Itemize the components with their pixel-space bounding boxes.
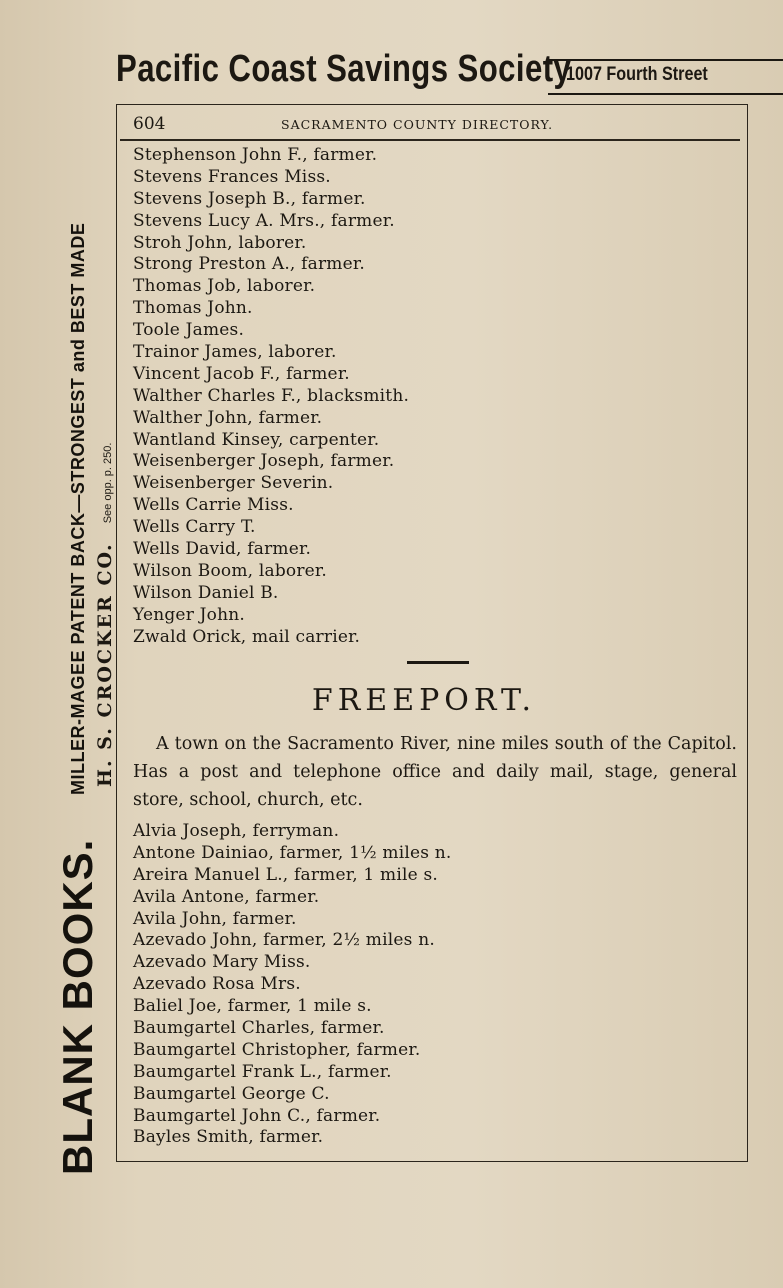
directory-entry: Stephenson John F., farmer. [133, 145, 378, 165]
side-ad-company-line [94, 443, 116, 787]
banner-bank-name: Pacific Coast Savings Society [116, 48, 572, 90]
directory-entry: Avila Antone, farmer. [133, 886, 320, 907]
side-ad-company: H. S. CROCKER CO. [94, 542, 116, 787]
directory-entry: Azevado Rosa Mrs. [133, 974, 301, 995]
directory-entry: Wilson Daniel B. [133, 582, 279, 603]
directory-entry: Strong Preston A., farmer. [133, 254, 365, 275]
directory-entry: Bayles Smith, farmer. [133, 1127, 324, 1148]
directory-entry: Stevens Lucy A. Mrs., farmer. [133, 210, 395, 231]
directory-entry: Weisenberger Severin. [133, 473, 334, 494]
directory-entry: Wilson Boom, laborer. [133, 560, 327, 581]
section-divider [407, 661, 469, 664]
side-advertisement [12, 55, 116, 1175]
directory-entry: Avila John, farmer. [133, 908, 297, 929]
directory-entry: Wells Carry T. [133, 517, 256, 538]
directory-entry: Toole James. [133, 320, 245, 341]
directory-entry: Wells David, farmer. [133, 539, 312, 560]
directory-entry: Baumgartel John C., farmer. [133, 1105, 381, 1126]
directory-entry: Wells Carrie Miss. [133, 495, 294, 516]
directory-entry: Antone Dainiao, farmer, 1½ miles n. [133, 842, 452, 863]
section-title: FREEPORT. [311, 683, 537, 718]
top-banner [116, 48, 716, 100]
directory-entry: Wantland Kinsey, carpenter. [133, 429, 380, 450]
directory-list-top [133, 145, 409, 648]
side-ad-title: BLANK BOOKS. [54, 838, 101, 1175]
directory-list-bottom [133, 821, 452, 1149]
directory-entry: Baliel Joe, farmer, 1 mile s. [133, 996, 372, 1017]
header-rule [120, 139, 740, 141]
side-ad-reference: See opp. p. 250. [102, 442, 114, 524]
directory-entry: Baumgartel Charles, farmer. [133, 1018, 385, 1039]
directory-entry: Areira Manuel L., farmer, 1 mile s. [133, 864, 439, 885]
directory-entry: Stevens Frances Miss. [133, 166, 331, 187]
directory-entry: Walther Charles F., blacksmith. [133, 385, 410, 406]
directory-entry: Azevado John, farmer, 2½ miles n. [133, 930, 435, 951]
directory-entry: Stevens Joseph B., farmer. [133, 188, 366, 209]
banner-address: 1007 Fourth Street [566, 64, 708, 85]
running-header [133, 114, 733, 136]
directory-entry: Azevado Mary Miss. [133, 952, 311, 973]
directory-entry: Weisenberger Joseph, farmer. [133, 451, 395, 472]
section-description: A town on the Sacramento River, nine miles south of the Capitol. Has a post and telephone office and daily mail, stage, general store, school, church, etc. [133, 734, 737, 810]
directory-entry: Walther John, farmer. [133, 407, 323, 428]
directory-entry: Zwald Orick, mail carrier. [133, 626, 361, 647]
directory-entry: Stroh John, laborer. [133, 232, 307, 253]
directory-entry: Vincent Jacob F., farmer. [133, 363, 350, 384]
page-number: 604 [133, 114, 166, 134]
directory-entry: Thomas Job, laborer. [133, 276, 316, 297]
directory-entry: Baumgartel Christopher, farmer. [133, 1039, 421, 1060]
side-ad-tagline: MILLER-MAGEE PATENT BACK—STRONGEST and BEST MADE [68, 222, 88, 795]
directory-entry: Thomas John. [133, 298, 253, 319]
directory-entry: Baumgartel George C. [133, 1083, 330, 1104]
directory-entry: Alvia Joseph, ferryman. [133, 821, 340, 841]
directory-title: SACRAMENTO COUNTY DIRECTORY. [281, 117, 554, 132]
directory-entry: Baumgartel Frank L., farmer. [133, 1061, 392, 1082]
banner-address-box [548, 59, 783, 95]
directory-entry: Trainor James, laborer. [133, 342, 337, 363]
directory-entry: Yenger John. [133, 604, 245, 625]
